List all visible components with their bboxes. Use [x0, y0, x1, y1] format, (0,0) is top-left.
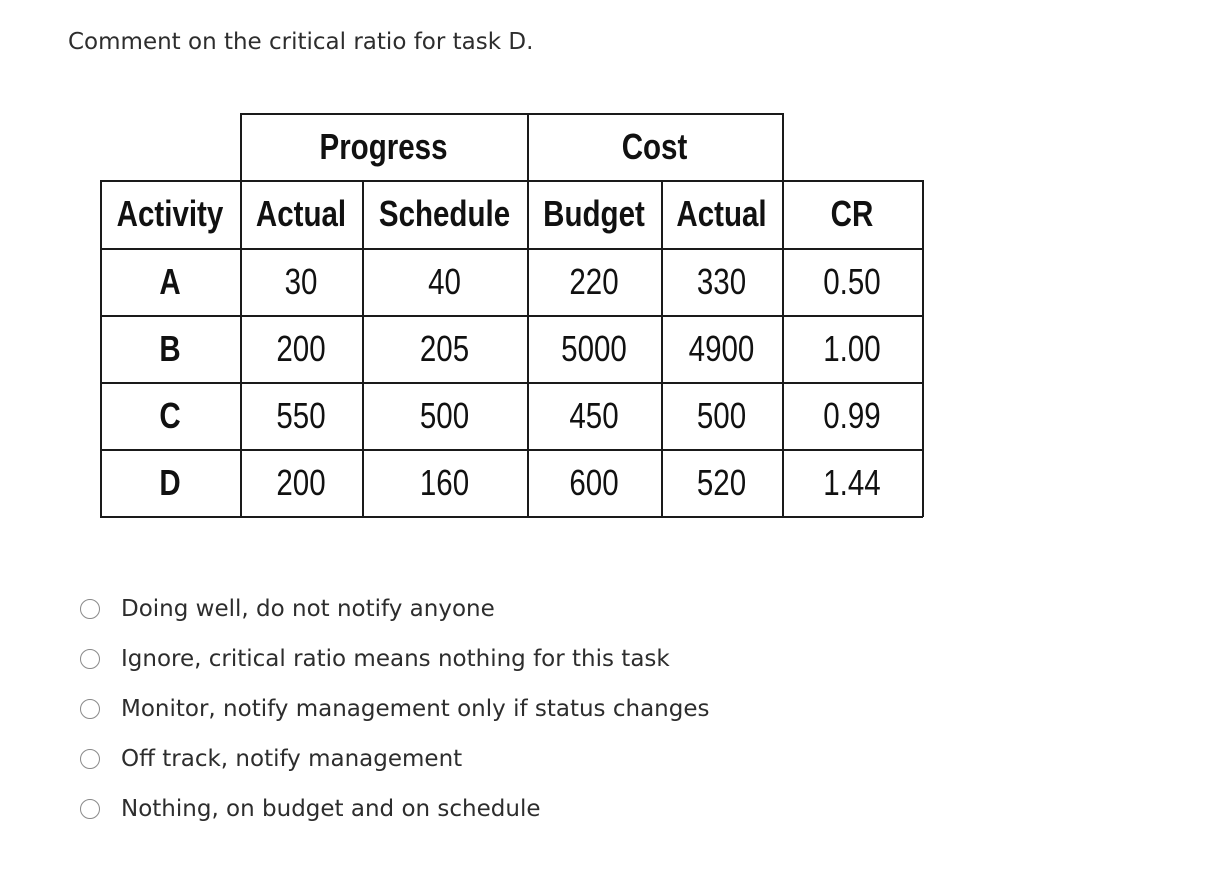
radio-button[interactable] — [80, 749, 100, 769]
table-border-left — [100, 180, 102, 517]
table-cell: 220 — [569, 260, 619, 302]
radio-button[interactable] — [80, 699, 100, 719]
option-label[interactable]: Ignore, critical ratio means nothing for this task — [121, 646, 670, 672]
column-header-actual-progress: Actual — [255, 193, 347, 234]
column-header-activity: Activity — [116, 193, 224, 234]
table-cell: 40 — [428, 260, 461, 302]
table-cell: 200 — [276, 461, 326, 503]
column-header-actual-cost: Actual — [676, 193, 767, 234]
table-border — [240, 113, 242, 517]
group-header-cost: Cost — [621, 125, 688, 167]
table-cell: 520 — [696, 461, 747, 503]
row-label-activity: C — [159, 394, 181, 436]
option-off-track[interactable] — [80, 734, 709, 784]
row-label-activity: A — [159, 260, 181, 302]
table-cell: 0.99 — [823, 394, 881, 436]
table-border-right — [922, 180, 924, 517]
table-cell: 550 — [276, 394, 326, 436]
option-nothing[interactable] — [80, 784, 709, 834]
group-header-progress: Progress — [319, 125, 448, 167]
column-header-schedule: Schedule — [378, 193, 511, 234]
table-cell: 4900 — [688, 327, 755, 369]
row-label-activity: B — [159, 327, 181, 369]
radio-button[interactable] — [80, 599, 100, 619]
table-cell: 500 — [696, 394, 747, 436]
radio-button[interactable] — [80, 649, 100, 669]
row-label-activity: D — [159, 461, 181, 503]
option-label[interactable]: Doing well, do not notify anyone — [121, 596, 495, 622]
table-cell: 30 — [284, 260, 318, 302]
option-monitor[interactable] — [80, 684, 709, 734]
table-cell: 450 — [569, 394, 619, 436]
table-border — [362, 180, 364, 517]
table-cell: 0.50 — [823, 260, 881, 302]
radio-button[interactable] — [80, 799, 100, 819]
table-cell: 1.44 — [823, 461, 881, 503]
column-header-cr: CR — [830, 193, 874, 234]
table-cell: 5000 — [561, 327, 627, 369]
table-border — [661, 180, 663, 517]
option-label[interactable]: Monitor, notify management only if status changes — [121, 696, 710, 722]
table-cell: 205 — [419, 327, 470, 369]
table-border — [527, 113, 529, 517]
table-border — [782, 113, 784, 517]
option-ignore[interactable] — [80, 634, 709, 684]
question-text: Comment on the critical ratio for task D. — [68, 29, 534, 55]
table-cell: 160 — [419, 461, 470, 503]
table-cell: 600 — [569, 461, 619, 503]
table-cell: 500 — [419, 394, 470, 436]
table-cell: 330 — [696, 260, 747, 302]
column-header-budget: Budget — [543, 193, 645, 234]
table-cell: 1.00 — [823, 327, 881, 369]
table-border-bottom — [100, 516, 923, 518]
table-cell: 200 — [276, 327, 326, 369]
option-label[interactable]: Off track, notify management — [121, 746, 463, 772]
option-label[interactable]: Nothing, on budget and on schedule — [121, 796, 541, 822]
option-doing-well[interactable] — [80, 584, 709, 634]
answer-options — [80, 584, 709, 834]
